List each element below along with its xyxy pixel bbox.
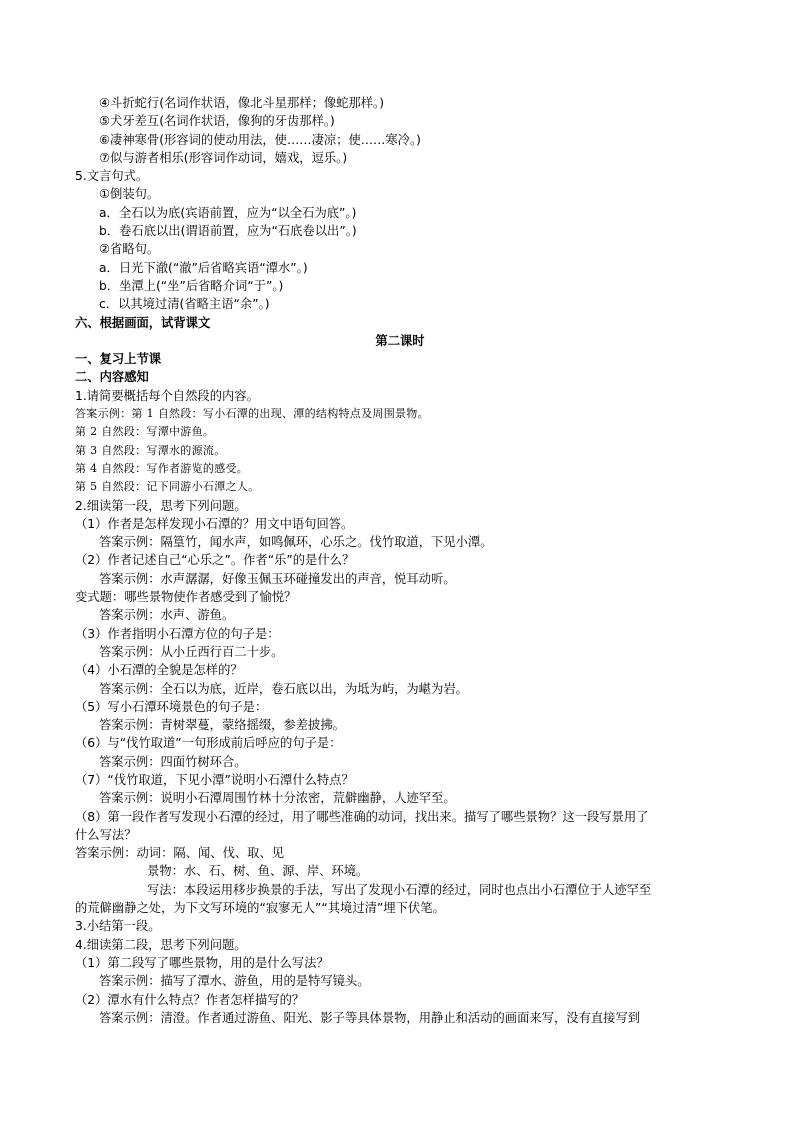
question-line: （8）第一段作者写发现小石潭的经过，用了哪些准确的动词，找出来。描写了哪些景物？这一段写景用了 — [75, 809, 649, 824]
question-line: （7）“伐竹取道，下见小潭”说明小石潭什么特点？ — [75, 772, 354, 787]
answer-line: 答案示例：四面竹树环合。 — [99, 754, 247, 769]
answer-line: 答案示例：隔篁竹，闻水声，如鸣佩环，心乐之。伐竹取道，下见小潭。 — [99, 535, 493, 550]
answer-line: 答案示例：青树翠蔓，蒙络摇缀，参差披拂。 — [99, 718, 345, 733]
question-line: （3）作者指明小石潭方位的句子是： — [75, 626, 280, 641]
question-line: （1）作者是怎样发现小石潭的？用文中语句回答。 — [75, 516, 354, 531]
text-line: b．坐潭上(“坐”后省略介词“于”。) — [99, 278, 284, 293]
document-page — [75, 94, 725, 1027]
answer-line: 答案示例：全石以为底，近岸，卷石底以出，为坻为屿，为嵁为岩。 — [99, 681, 468, 696]
answer-line: 写法：本段运用移步换景的手法，写出了发现小石潭的经过，同时也点出小石潭位于人迹罕至 — [147, 882, 652, 897]
text-line: b．卷石底以出(谓语前置，应为“石底卷以出”。) — [99, 224, 357, 239]
answer-line: 第 2 自然段：写潭中游鱼。 — [75, 425, 215, 439]
question-line: （4）小石潭的全貌是怎样的？ — [75, 663, 243, 678]
question-line: 变式题：哪些景物使作者感受到了愉悦？ — [75, 590, 297, 605]
answer-line: 第 4 自然段：写作者游览的感受。 — [75, 461, 249, 475]
text-line: ①倒装句。 — [99, 187, 160, 202]
answer-line: 答案示例：说明小石潭周围竹林十分浓密，荒僻幽静，人迹罕至。 — [99, 791, 456, 806]
text-line: a．全石以为底(宾语前置，应为“以全石为底”。) — [99, 205, 357, 220]
question-line: （6）与“伐竹取道”一句形成前后呼应的句子是： — [75, 736, 342, 751]
question-line: （1）第二段写了哪些景物，用的是什么写法？ — [75, 955, 329, 970]
lesson-title: 第二课时 — [375, 333, 425, 348]
answer-line: 答案示例：动词：隔、闻、伐、取、见 — [75, 846, 285, 861]
text-line: ②省略句。 — [99, 242, 160, 257]
answer-line: 答案示例：第 1 自然段：写小石潭的出现、潭的结构特点及周围景物。 — [75, 407, 429, 421]
answer-line: 答案示例：清澄。作者通过游鱼、阳光、影子等具体景物，用静止和活动的画面来写，没有直接写到 — [99, 1010, 641, 1025]
text-line: a．日光下澈(“澈”后省略宾语“潭水”。) — [99, 260, 308, 275]
text-line: ⑦似与游者相乐(形容词作动词，嬉戏，逗乐。) — [99, 150, 348, 165]
answer-line: 景物：水、石、树、鱼、源、岸、环境。 — [147, 864, 369, 879]
text-line: ④斗折蛇行(名词作状语，像北斗星那样；像蛇那样。) — [99, 96, 385, 110]
question-line: 2.细读第一段，思考下列问题。 — [75, 498, 247, 513]
numbered-heading: 5.文言句式。 — [75, 169, 149, 184]
question-line: （2）潭水有什么特点？作者怎样描写的？ — [75, 992, 305, 1007]
question-line: 4.细读第二段，思考下列问题。 — [75, 937, 247, 952]
section-heading: 六、根据画面，试背课文 — [75, 315, 211, 330]
section-heading: 二、内容感知 — [75, 370, 149, 385]
question-line: （5）写小石潭环境景色的句子是： — [75, 699, 268, 714]
answer-line: 答案示例：描写了潭水、游鱼，用的是特写镜头。 — [99, 974, 370, 989]
answer-line: 第 3 自然段：写潭水的源流。 — [75, 443, 226, 457]
text-line: ⑥凄神寒骨(形容词的使动用法，使……凄凉；使……寒冷。) — [99, 132, 421, 147]
section-heading: 一、复习上节课 — [75, 352, 162, 367]
answer-line: 答案示例：从小丘西行百二十步。 — [99, 644, 284, 659]
question-line: 1.请简要概括每个自然段的内容。 — [75, 388, 259, 403]
question-line: （2）作者记述自己“心乐之”。作者“乐”的是什么？ — [75, 553, 355, 568]
answer-line: 第 5 自然段：记下同游小石潭之人。 — [75, 480, 260, 494]
question-line: 3.小结第一段。 — [75, 919, 161, 934]
text-line: ⑤犬牙差互(名词作状语，像狗的牙齿那样。) — [99, 114, 335, 129]
answer-line: 答案示例：水声、游鱼。 — [99, 608, 235, 623]
answer-line: 的荒僻幽静之处，为下文写环境的“寂寥无人”“其境过清”埋下伏笔。 — [75, 901, 445, 916]
text-line: c．以其境过清(省略主语“余”。) — [99, 297, 270, 312]
answer-line: 答案示例：水声潺潺，好像玉佩玉环碰撞发出的声音，悦耳动听。 — [99, 571, 456, 586]
question-line: 什么写法？ — [75, 827, 137, 842]
